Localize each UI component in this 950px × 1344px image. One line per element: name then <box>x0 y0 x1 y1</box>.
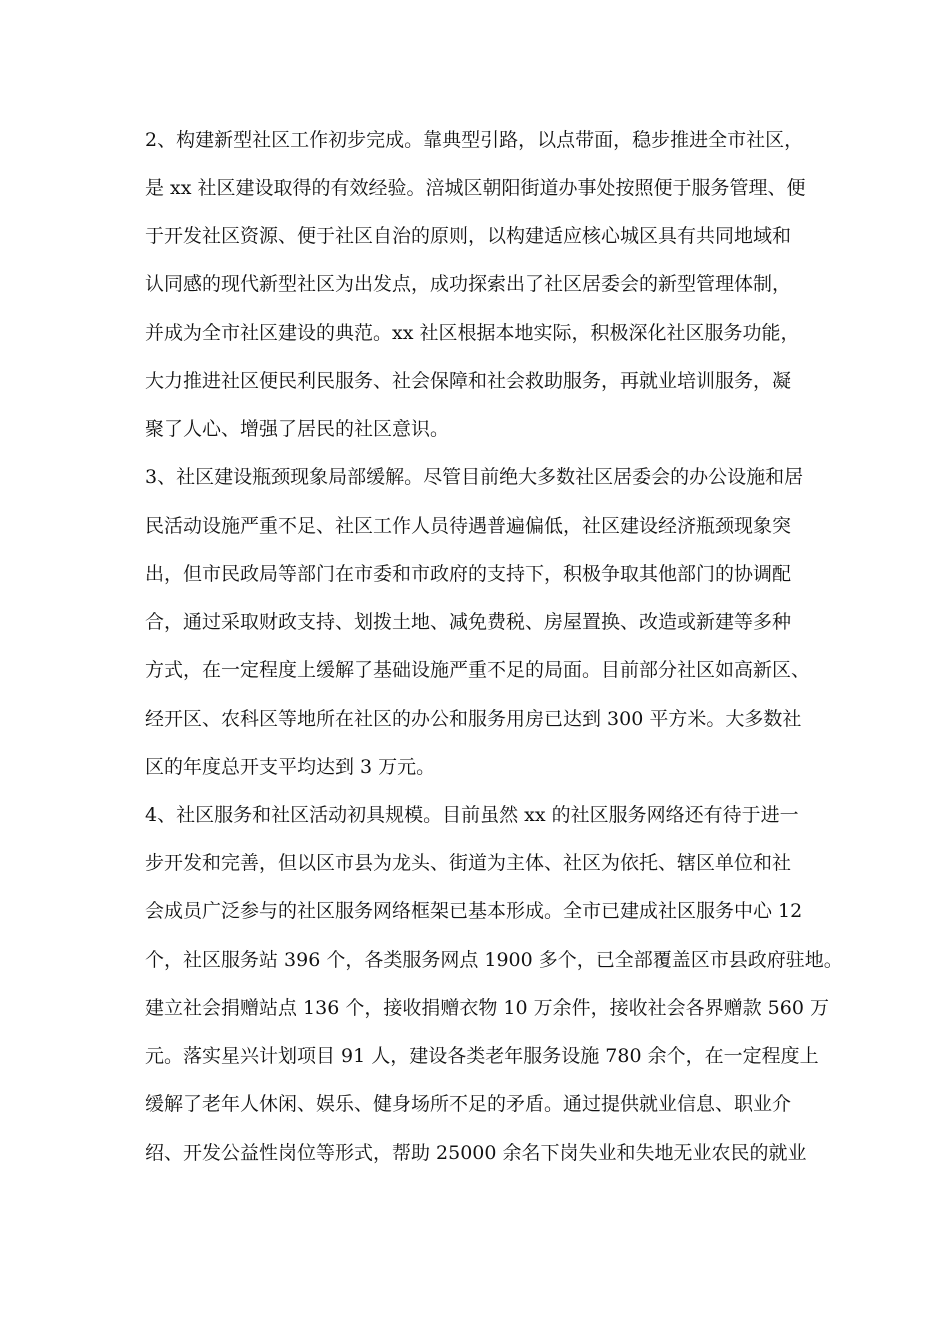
text-line: 3、社区建设瓶颈现象局部缓解。尽管目前绝大多数社区居委会的办公设施和居 <box>145 466 804 488</box>
text-line: 4、社区服务和社区活动初具规模。目前虽然 xx 的社区服务网络还有待于进一 <box>145 804 799 826</box>
text-line: 元。落实星兴计划项目 91 人，建设各类老年服务设施 780 余个，在一定程度上 <box>145 1045 819 1067</box>
text-line: 大力推进社区便民利民服务、社会保障和社会救助服务，再就业培训服务，凝 <box>145 370 792 392</box>
text-line: 并成为全市社区建设的典范。xx 社区根据本地实际，积极深化社区服务功能， <box>145 322 800 344</box>
text-line: 民活动设施严重不足、社区工作人员待遇普遍偏低，社区建设经济瓶颈现象突 <box>145 515 792 537</box>
text-line: 个，社区服务站 396 个，各类服务网点 1900 多个，已全部覆盖区市县政府驻地。 <box>145 949 843 971</box>
text-line: 认同感的现代新型社区为出发点，成功探索出了社区居委会的新型管理体制， <box>145 273 792 295</box>
text-line: 会成员广泛参与的社区服务网络框架已基本形成。全市已建成社区服务中心 12 <box>145 900 803 922</box>
text-line: 步开发和完善，但以区市县为龙头、街道为主体、社区为依托、辖区单位和社 <box>145 852 792 874</box>
text-line: 缓解了老年人休闲、娱乐、健身场所不足的矛盾。通过提供就业信息、职业介 <box>145 1093 792 1115</box>
text-line: 区的年度总开支平均达到 3 万元。 <box>145 756 436 778</box>
text-line: 方式，在一定程度上缓解了基础设施严重不足的局面。目前部分社区如高新区、 <box>145 659 811 681</box>
text-line: 于开发社区资源、便于社区自治的原则，以构建适应核心城区具有共同地域和 <box>145 225 792 247</box>
text-line: 建立社会捐赠站点 136 个，接收捐赠衣物 10 万余件，接收社会各界赠款 560 万 <box>145 997 829 1019</box>
text-line: 出，但市民政局等部门在市委和市政府的支持下，积极争取其他部门的协调配 <box>145 563 792 585</box>
text-line: 经开区、农科区等地所在社区的办公和服务用房已达到 300 平方米。大多数社 <box>145 708 802 730</box>
text-line: 聚了人心、增强了居民的社区意识。 <box>145 418 450 440</box>
text-line: 合，通过采取财政支持、划拨土地、减免费税、房屋置换、改造或新建等多种 <box>145 611 792 633</box>
text-line: 绍、开发公益性岗位等形式，帮助 25000 余名下岗失业和失地无业农民的就业 <box>145 1142 807 1164</box>
text-line: 2、构建新型社区工作初步完成。靠典型引路，以点带面，稳步推进全市社区， <box>145 129 804 151</box>
text-line: 是 xx 社区建设取得的有效经验。涪城区朝阳街道办事处按照便于服务管理、便 <box>145 177 806 199</box>
